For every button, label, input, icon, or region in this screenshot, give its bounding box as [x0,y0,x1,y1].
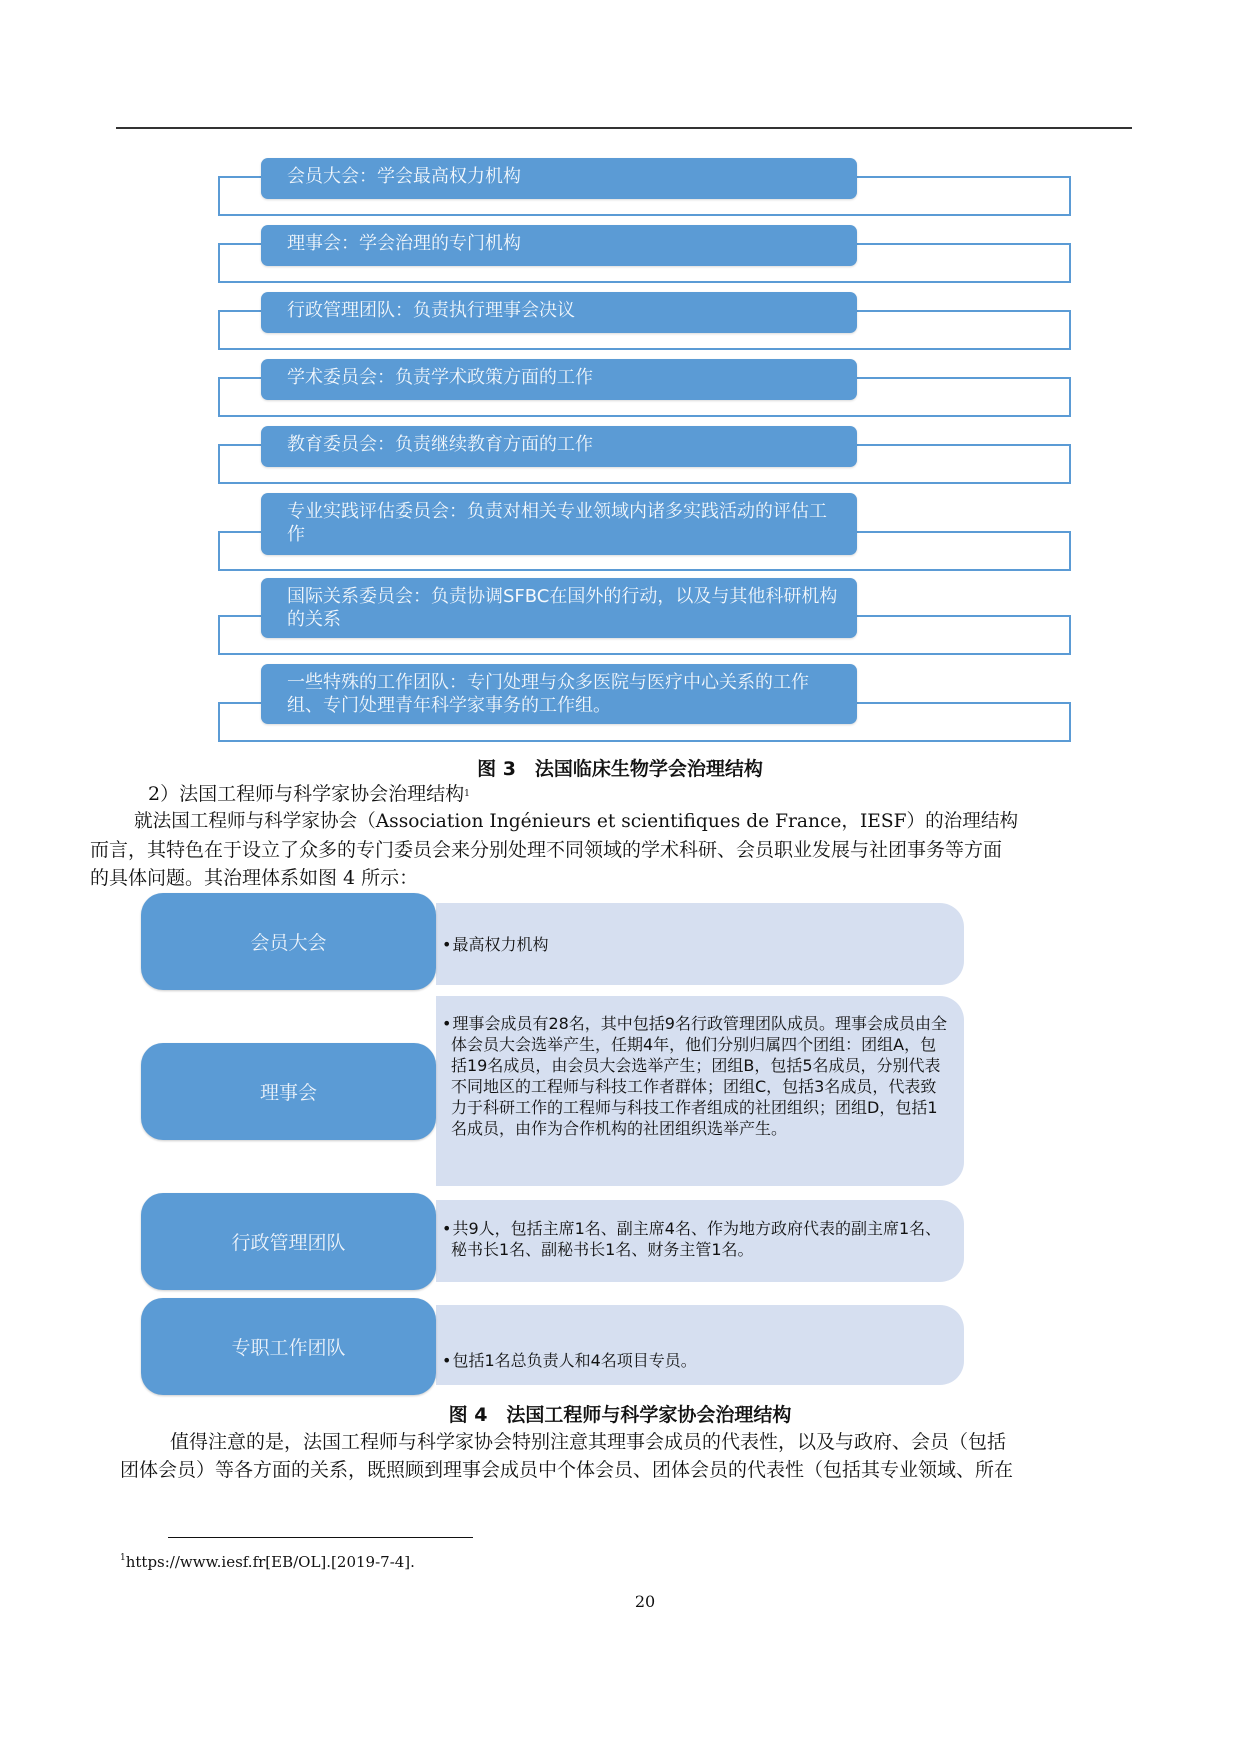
org-unit-box: 会员大会 [141,893,436,990]
org-unit-box: 理事会 [141,1043,436,1140]
header-rule [116,127,1132,129]
detail-text: • 包括1名总负责人和4名项目专员。 [442,1351,697,1370]
governance-box: 行政管理团队：负责执行理事会决议 [261,292,857,333]
page-number: 20 [634,1592,656,1611]
footnote-link[interactable]: https://www.iesf.fr[EB/OL].[2019-7-4]. [125,1553,415,1571]
footnote-rule [168,1537,473,1538]
paragraph-line: 而言，其特色在于设立了众多的专门委员会来分别处理不同领域的学术科研、会员职业发展与社团事务等方面 [90,839,1003,861]
paragraph-line: 的具体问题。其治理体系如图 4 所示： [90,867,419,889]
paragraph-line: 团体会员）等各方面的关系，既照顾到理事会成员中个体会员、团体会员的代表性（包括其专业领域、所在 [120,1459,1014,1481]
org-unit-box: 行政管理团队 [141,1193,436,1290]
detail-panel [436,903,964,985]
paragraph-line: 就法国工程师与科学家协会（Association Ingénieurs et scientifiques de France，IESF）的治理结构 [134,811,1019,832]
detail-text: • 理事会成员有28名，其中包括9名行政管理团队成员。理事会成员由全体会员大会选举产生，任期4年，他们分别归属四个团组：团组A，包括19名成员，由会员大会选举产生；团组B，包括5名成员，分别代表不同地区的工程师与科技工作者群体；团组C，包括3名成员，代表致力于科研工作的工程师与科技工作者组成的社团组织；团组D，包括1名成员，由作为合作机构的社团组织选举产生。 [442,1013,952,1139]
governance-box: 一些特殊的工作团队：专门处理与众多医院与医疗中心关系的工作组、专门处理青年科学家事务的工作组。 [261,664,857,724]
governance-box: 专业实践评估委员会：负责对相关专业领域内诸多实践活动的评估工作 [261,493,857,555]
paragraph-line: 值得注意的是，法国工程师与科学家协会特别注意其理事会成员的代表性，以及与政府、会员（包括 [170,1431,1007,1453]
section-heading-text: 2）法国工程师与科学家协会治理结构 [148,783,465,805]
detail-text: • 共9人，包括主席1名、副主席4名、作为地方政府代表的副主席1名、秘书长1名、副秘书长1名、财务主管1名。 [442,1218,952,1260]
figure-4-caption: 图 4 法国工程师与科学家协会治理结构 [448,1404,792,1426]
section-heading [148,780,470,808]
governance-box: 理事会：学会治理的专门机构 [261,225,857,266]
footnote [120,1553,415,1571]
figure-3-caption: 图 3 法国临床生物学会治理结构 [477,758,763,780]
org-unit-box: 专职工作团队 [141,1298,436,1395]
footnote-marker: 1 [120,1553,126,1563]
detail-panel [436,1305,964,1385]
detail-panel [436,996,964,1186]
governance-box: 国际关系委员会：负责协调SFBC在国外的行动，以及与其他科研机构的关系 [261,578,857,638]
governance-box: 会员大会：学会最高权力机构 [261,158,857,199]
governance-box: 学术委员会：负责学术政策方面的工作 [261,359,857,400]
detail-text: • 最高权力机构 [442,934,548,955]
detail-panel [436,1200,964,1282]
footnote-ref[interactable]: 1 [464,789,470,799]
governance-box: 教育委员会：负责继续教育方面的工作 [261,426,857,467]
